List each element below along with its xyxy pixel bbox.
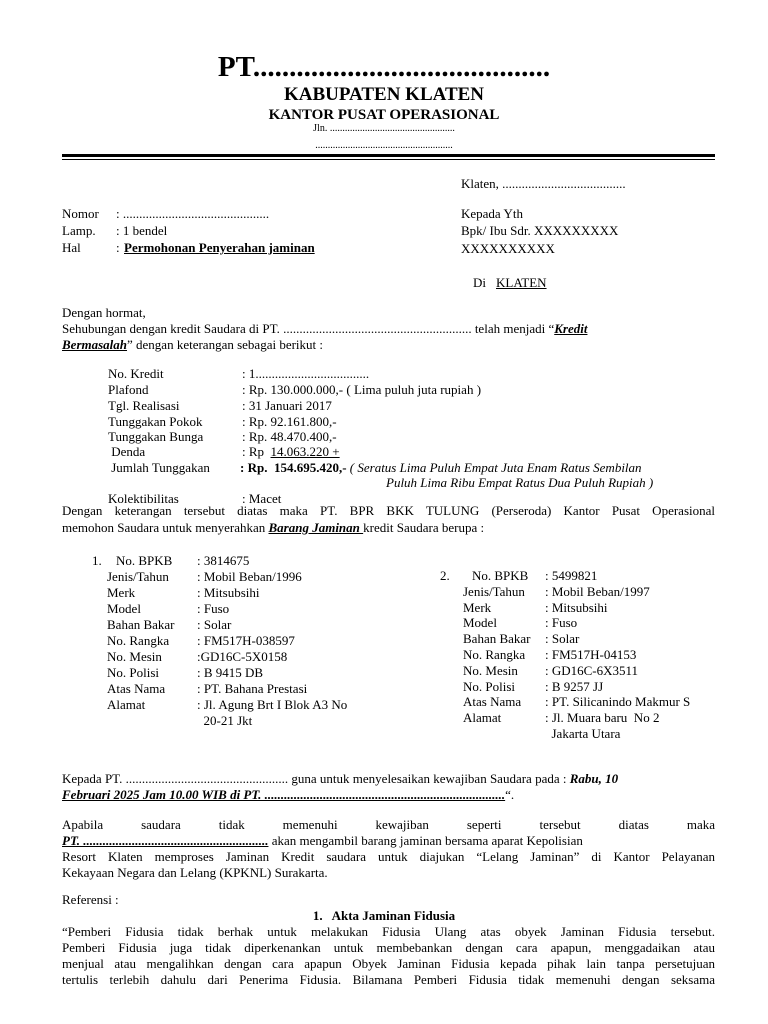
- reference-label: Referensi :: [62, 892, 119, 907]
- reference-heading: 1. Akta Jaminan Fidusia: [312, 908, 456, 923]
- credit-label: Jumlah Tunggakan: [108, 460, 210, 475]
- collateral-label: Model: [107, 601, 141, 616]
- total-arrears-words: ( Seratus Lima Puluh Empat Juta Enam Ratus Sembilan: [346, 460, 642, 475]
- collateral-label: Bahan Bakar: [107, 617, 175, 632]
- collateral-value: : Mitsubsihi: [197, 585, 260, 600]
- p2-text-a: memohon Saudara untuk menyerahkan: [62, 520, 269, 535]
- credit-label: Denda: [108, 444, 146, 459]
- collateral-value: :GD16C-5X0158: [197, 649, 288, 664]
- header-rule-thick: [62, 154, 715, 157]
- collateral-label: No. Rangka: [107, 633, 170, 648]
- consequence-line-2: [62, 833, 583, 849]
- p2-text-b: kredit Saudara berupa :: [363, 520, 485, 535]
- recipient-line-2: Bpk/ Ibu Sdr. XXXXXXXXX: [461, 223, 619, 238]
- deadline-date-2: Februari 2025 Jam 10.00 WIB di PT. ..........................................................................: [62, 787, 506, 802]
- collateral-value: : PT. Bahana Prestasi: [197, 681, 308, 696]
- credit-label: Tunggakan Pokok: [108, 414, 203, 429]
- deadline-end: “.: [505, 787, 515, 802]
- credit-value: : Rp. 92.161.800,-: [242, 414, 337, 429]
- collateral-number: 1.: [92, 553, 102, 568]
- collateral-label: No. Rangka: [463, 647, 526, 662]
- lamp-label: Lamp.: [62, 223, 96, 238]
- credit-value: [242, 444, 340, 460]
- company-name: PT.........................................: [217, 51, 551, 83]
- header-rule-thin: [62, 159, 715, 160]
- recipient-line-3: XXXXXXXXXX: [461, 241, 555, 256]
- credit-label: Tunggakan Bunga: [108, 429, 204, 444]
- collateral-value: : Mobil Beban/1997: [545, 583, 650, 599]
- recipient-di: Di: [473, 275, 486, 290]
- credit-value: : Rp. 48.470.400,-: [242, 429, 337, 444]
- credit-value: : Rp. 130.000.000,- ( Lima puluh juta rupiah ): [242, 382, 482, 397]
- intro-line-1: [62, 321, 715, 337]
- collateral-label: No. Mesin: [463, 662, 518, 678]
- consequence-company: PT. .........................................................: [62, 833, 269, 848]
- collateral-label: Model: [463, 615, 497, 631]
- reference-line-4: tertulis terlebih dahulu dari Penerima Fidusia. Bilamana Pemberi Fidusia tidak memenuhi dengan seksama: [62, 972, 715, 987]
- credit-value-prefix: : Rp: [242, 444, 271, 459]
- hal-colon: :: [116, 240, 120, 255]
- collateral-value: : Solar: [545, 631, 580, 647]
- recipient-place: KLATEN: [496, 275, 547, 290]
- nomor-value: : .............................................: [116, 206, 270, 221]
- collateral-value: : 3814675: [197, 553, 250, 568]
- collateral-value: : Fuso: [545, 615, 578, 631]
- collateral-emphasis: Barang Jaminan: [268, 520, 364, 535]
- collateral-label: Merk: [107, 585, 136, 600]
- collateral-value: : 5499821: [545, 568, 598, 583]
- collateral-label: No. Mesin: [107, 649, 162, 664]
- collateral-value: : FM517H-04153: [545, 647, 637, 662]
- collateral-value: : Fuso: [197, 601, 230, 616]
- collateral-value: : B 9415 DB: [197, 665, 264, 680]
- collateral-value: : Jl. Muara baru No 2: [545, 710, 660, 726]
- credit-label: No. Kredit: [108, 366, 164, 381]
- consequence-line-3: Resort Klaten memproses Jaminan Kredit saudara untuk diajukan “Lelang Jaminan” di Kantor Pelayanan: [62, 849, 715, 864]
- subject-value: Permohonan Penyerahan jaminan: [124, 240, 315, 255]
- credit-value: : 1...................................: [242, 366, 370, 381]
- collateral-label: No. Polisi: [463, 678, 516, 694]
- deadline-date-1: Rabu, 10: [569, 771, 619, 786]
- recipient-line-1: Kepada Yth: [461, 206, 523, 221]
- intro-line-2: [62, 337, 323, 353]
- total-arrears: : Rp. 154.695.420,-: [240, 460, 347, 475]
- collateral-label: No. BPKB: [116, 553, 173, 568]
- collateral-label: Atas Nama: [107, 681, 166, 696]
- collateral-label: Jenis/Tahun: [463, 583, 525, 599]
- nomor-label: Nomor: [62, 206, 99, 221]
- hal-label: Hal: [62, 240, 81, 255]
- consequence-line-1: Apabila saudara tidak memenuhi kewajiban seperti tersebut diatas maka: [62, 817, 715, 832]
- collateral-value: : Jl. Agung Brt I Blok A3 No: [197, 697, 348, 712]
- address-line-1: Jln. ..................................................: [313, 123, 455, 134]
- collateral-value: : Mobil Beban/1996: [197, 569, 302, 584]
- office-title: KANTOR PUSAT OPERASIONAL: [268, 107, 500, 123]
- collateral-label: Atas Nama: [463, 694, 522, 710]
- collateral-label: Jenis/Tahun: [107, 569, 169, 584]
- lamp-value: : 1 bendel: [116, 223, 168, 238]
- credit-row: Puluh Lima Ribu Empat Ratus Dua Puluh Rupiah ): [386, 475, 654, 490]
- consequence-text: akan mengambil barang jaminan bersama aparat Kepolisian: [268, 833, 583, 848]
- paragraph-2-line-1: Dengan keterangan tersebut diatas maka PT. BPR BKK TULUNG (Perseroda) Kantor Pusat Operasional: [62, 503, 715, 518]
- collateral-label: No. Polisi: [107, 665, 160, 680]
- collateral-number: 2.: [440, 568, 450, 583]
- regency-title: KABUPATEN KLATEN: [283, 84, 485, 105]
- reference-line-1: “Pemberi Fidusia tidak berhak untuk melakukan Fidusia Ulang atas obyek Jaminan Fidusia tersebut.: [62, 924, 715, 939]
- place-date: Klaten, ......................................: [461, 176, 626, 191]
- collateral-value: : GD16C-6X3511: [545, 662, 639, 678]
- collateral-label: Bahan Bakar: [463, 631, 531, 647]
- credit-label: Tgl. Realisasi: [108, 398, 180, 413]
- deadline-text: Kepada PT. .................................................. guna untuk menyelesaikan kewajiban Saudara pada :: [62, 771, 570, 786]
- address-line-2: .......................................................: [315, 140, 453, 151]
- credit-value: : 31 Januari 2017: [242, 398, 332, 413]
- collateral-label: Alamat: [107, 697, 146, 712]
- consequence-line-4: Kekayaan Negara dan Lelang (KPKNL) Surakarta.: [62, 865, 328, 880]
- credit-label: Kolektibilitas: [108, 491, 179, 506]
- penalty-amount: 14.063.220 +: [270, 444, 340, 459]
- collateral-label: No. BPKB: [472, 568, 529, 583]
- intro-text-2: ” dengan keterangan sebagai berikut :: [127, 337, 324, 352]
- intro-text: Sehubungan dengan kredit Saudara di PT. .......................................................... telah menjadi “: [62, 321, 555, 336]
- collateral-value: : FM517H-038597: [197, 633, 295, 648]
- collateral-label: Alamat: [463, 710, 502, 726]
- collateral-value: : PT. Silicanindo Makmur S: [545, 694, 691, 710]
- reference-line-3: menjual atau mengalihkan dengan cara apapun Obyek Jaminan Fidusia kepada pihak lain tanpa persetujuan: [62, 956, 715, 971]
- reference-line-2: Pemberi Fidusia juga tidak diperkenankan untuk membebankan dengan cara apapun, menggadaikan atau: [62, 940, 715, 955]
- credit-label: Plafond: [108, 382, 149, 397]
- intro-emphasis-2: Bermasalah: [62, 337, 128, 352]
- collateral-value: Jakarta Utara: [545, 726, 621, 741]
- credit-value: [240, 460, 642, 476]
- deadline-line-1: [62, 771, 618, 787]
- collateral-value: : B 9257 JJ: [545, 678, 604, 694]
- intro-emphasis-1: Kredit: [554, 321, 588, 336]
- credit-value: : Macet: [242, 491, 282, 506]
- collateral-value: 20-21 Jkt: [197, 713, 253, 728]
- paragraph-2-line-2: [62, 520, 484, 536]
- collateral-value: : Solar: [197, 617, 232, 632]
- deadline-line-2: [62, 787, 514, 803]
- collateral-value: : Mitsubsihi: [545, 599, 608, 615]
- greeting: Dengan hormat,: [62, 305, 146, 320]
- collateral-label: Merk: [463, 599, 492, 615]
